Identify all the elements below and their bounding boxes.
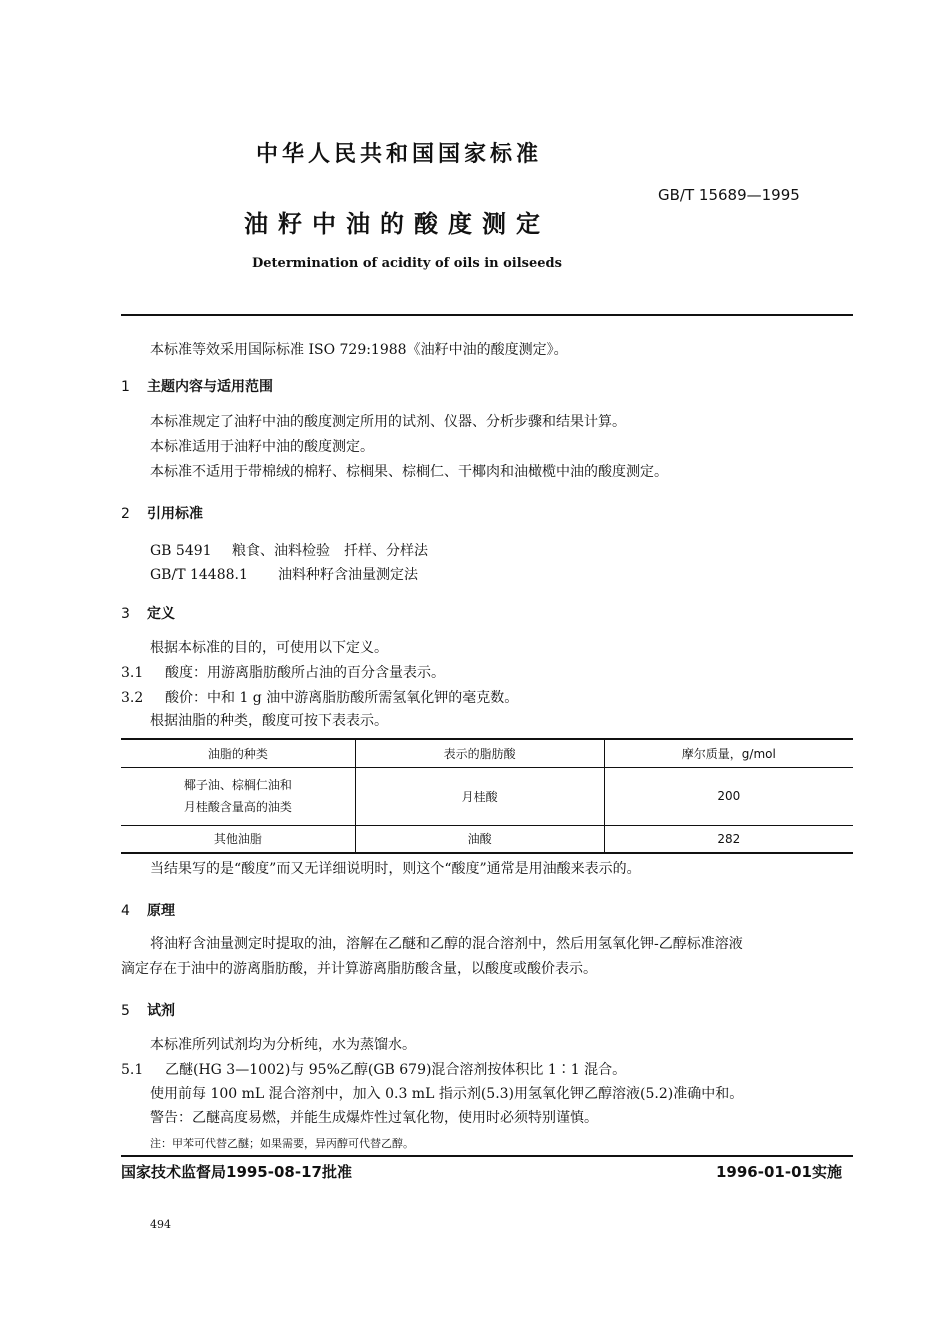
table-header-cell: 摩尔质量，g/mol <box>604 739 853 767</box>
page-number: 494 <box>150 1218 171 1231</box>
footer-rule <box>121 1155 853 1157</box>
definition-text: 酸价：中和 1 g 油中游离脂肪酸所需氢氧化钾的毫克数。 <box>165 690 519 706</box>
definition-item <box>121 688 518 709</box>
paragraph: 本标准不适用于带棉绒的棉籽、棕榈果、棕榈仁、干椰肉和油橄榄中油的酸度测定。 <box>150 464 668 480</box>
reference-title: 粮食、油料检验 扦样、分样法 <box>232 543 428 559</box>
approval-line: 国家技术监督局1995-08-17批准 <box>121 1163 352 1181</box>
paragraph: 根据本标准的目的，可使用以下定义。 <box>150 640 388 656</box>
section-title: 试剂 <box>147 1003 175 1019</box>
section-number: 4 <box>121 903 130 919</box>
definition-number: 3.1 <box>121 665 144 681</box>
paragraph: 根据油脂的种类，酸度可按下表表示。 <box>150 713 388 729</box>
implementation-date: 1996-01-01实施 <box>716 1163 842 1181</box>
table-header-row <box>121 739 853 767</box>
paragraph: 本标准适用于油籽中油的酸度测定。 <box>150 439 374 455</box>
paragraph: 当结果写的是“酸度”而又无详细说明时，则这个“酸度”通常是用油酸来表示的。 <box>150 861 641 877</box>
definition-number: 3.2 <box>121 690 144 706</box>
intro-paragraph: 本标准等效采用国际标准 ISO 729:1988《油籽中油的酸度测定》。 <box>150 342 568 358</box>
header-rule <box>121 314 853 316</box>
section-number: 5 <box>121 1003 130 1019</box>
reagent-text: 乙醚(HG 3—1002)与 95%乙醇(GB 679)混合溶剂按体积比 1∶1 混合。 <box>165 1062 627 1078</box>
section-title: 主题内容与适用范围 <box>147 379 273 395</box>
reference-item <box>150 565 418 586</box>
table-header-cell: 油脂的种类 <box>207 746 268 761</box>
section-number: 3 <box>121 606 130 622</box>
section-title: 引用标准 <box>147 506 203 522</box>
section-4-heading <box>121 900 175 920</box>
paragraph: 本标准所列试剂均为分析纯，水为蒸馏水。 <box>150 1037 416 1053</box>
paragraph: 滴定存在于油中的游离脂肪酸，并计算游离脂肪酸含量，以酸度或酸价表示。 <box>121 961 597 977</box>
table-cell: 282 <box>604 825 853 853</box>
table-cell: 200 <box>604 767 853 825</box>
standard-number: GB/T 15689—1995 <box>658 186 800 204</box>
section-title: 定义 <box>147 606 175 622</box>
table-cell: 月桂酸 <box>355 767 604 825</box>
reference-item <box>150 541 428 562</box>
table-cell: 其他油脂 <box>213 832 262 847</box>
oil-kind-line: 月桂酸含量高的油类 <box>183 800 292 814</box>
definition-item <box>121 663 445 684</box>
section-2-heading <box>121 503 203 523</box>
table-cell: 油酸 <box>355 825 604 853</box>
section-number: 1 <box>121 379 130 395</box>
reference-title: 油料种籽含油量测定法 <box>278 567 418 583</box>
warning-paragraph: 警告：乙醚高度易燃，并能生成爆炸性过氧化物，使用时必须特别谨慎。 <box>150 1110 598 1126</box>
section-number: 2 <box>121 506 130 522</box>
paragraph: 本标准规定了油籽中油的酸度测定所用的试剂、仪器、分析步骤和结果计算。 <box>150 414 626 430</box>
table-cell <box>121 767 355 825</box>
paragraph: 将油籽含油量测定时提取的油，溶解在乙醚和乙醇的混合溶剂中，然后用氢氧化钾-乙醇标准溶液 <box>150 936 743 952</box>
section-3-heading <box>121 603 175 623</box>
section-1-heading <box>121 376 273 396</box>
reference-code: GB/T 14488.1 <box>150 567 248 583</box>
definition-text: 酸度：用游离脂肪酸所占油的百分含量表示。 <box>165 665 445 681</box>
document-title-cn: 油籽中油的酸度测定 <box>244 210 550 238</box>
acidity-table <box>121 738 853 854</box>
national-standard-heading: 中华人民共和国国家标准 <box>256 142 543 167</box>
oil-kind-line: 椰子油、棕榈仁油和 <box>183 778 292 792</box>
section-5-heading <box>121 1000 175 1020</box>
section-title: 原理 <box>147 903 175 919</box>
table-row <box>121 825 853 853</box>
document-title-en: Determination of acidity of oils in oilseeds <box>252 256 562 271</box>
table-header-cell: 表示的脂肪酸 <box>355 739 604 767</box>
table-row <box>121 767 853 825</box>
note: 注：甲苯可代替乙醚；如果需要，异丙醇可代替乙醇。 <box>150 1137 414 1150</box>
reference-code: GB 5491 <box>150 543 212 559</box>
reagent-item <box>121 1060 626 1081</box>
paragraph: 使用前每 100 mL 混合溶剂中，加入 0.3 mL 指示剂(5.3)用氢氧化钾乙醇溶液(5.2)准确中和。 <box>150 1086 744 1102</box>
reagent-number: 5.1 <box>121 1062 144 1078</box>
